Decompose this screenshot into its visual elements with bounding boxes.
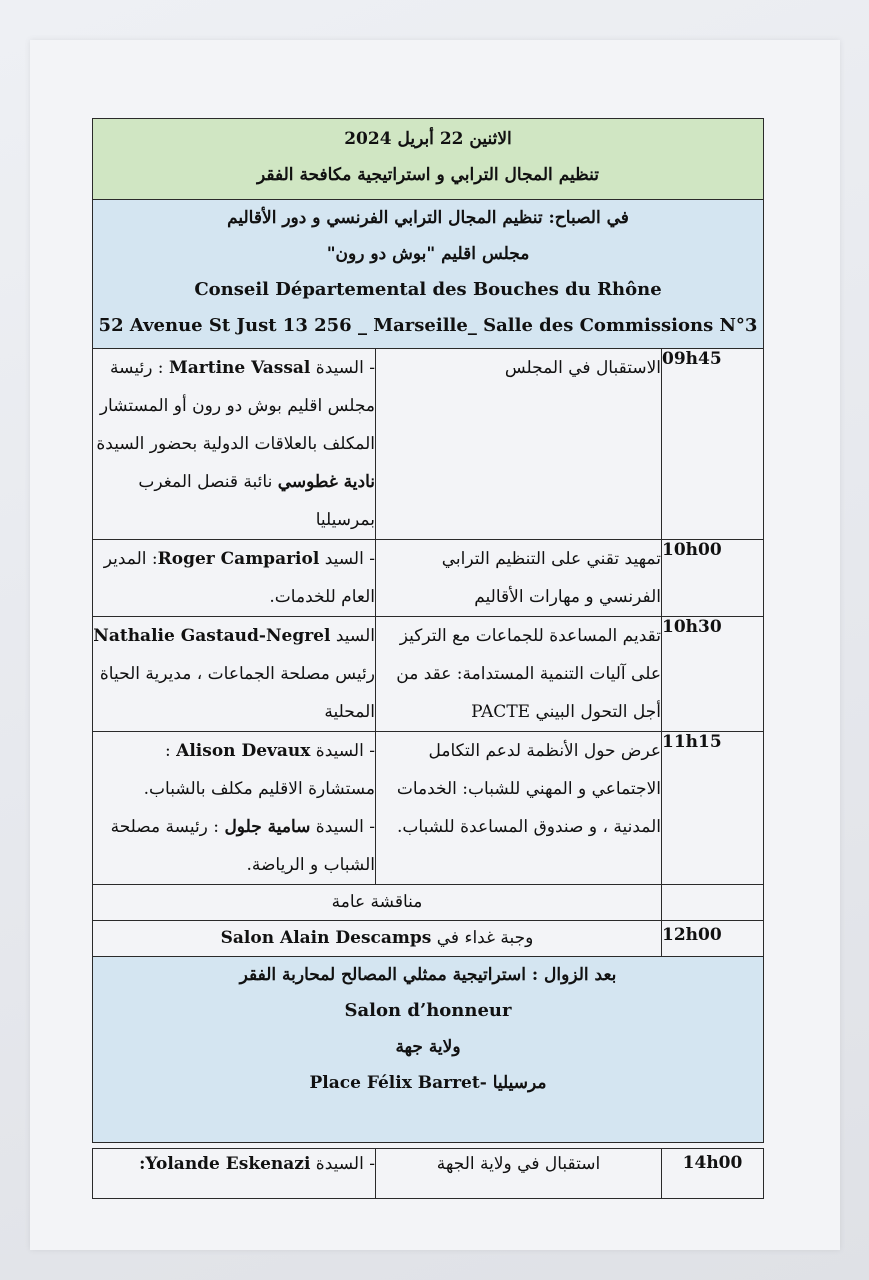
afternoon-title: بعد الزوال : استراتيجية ممثلي المصالح لمحاربة الفقر	[239, 965, 617, 985]
afternoon-place: Place Félix Barret	[309, 1073, 480, 1093]
day-header	[93, 119, 764, 200]
time-cell: 14h00	[662, 1149, 764, 1199]
speaker-title: السيد	[330, 626, 375, 646]
afternoon-header	[93, 957, 764, 1143]
theme-label: تنظيم المجال الترابي و استراتيجية مكافحة الفقر	[257, 165, 599, 185]
agenda-table	[92, 118, 764, 1199]
time-cell: 10h00	[662, 540, 764, 617]
speaker-entry-2	[93, 808, 375, 884]
speaker-cell	[93, 617, 376, 732]
lunch-row	[93, 921, 764, 957]
morning-row	[93, 200, 764, 349]
time-cell: 10h30	[662, 617, 764, 732]
morning-venue-ar: مجلس اقليم "بوش دو رون"	[326, 244, 530, 264]
discussion-row	[93, 885, 764, 921]
time-cell: 09h45	[662, 349, 764, 540]
time-cell: 12h00	[662, 921, 764, 957]
speaker-title: - السيدة	[310, 1154, 375, 1174]
speaker-title: - السيدة	[310, 741, 375, 761]
time-cell: 11h15	[662, 732, 764, 885]
morning-venue-fr: Conseil Départemental des Bouches du Rhône	[194, 279, 662, 300]
header-row	[93, 119, 764, 200]
afternoon-salon: Salon d’honneur	[344, 1000, 512, 1021]
lunch-place: Salon Alain Descamps	[220, 928, 432, 948]
session-cell: استقبال في ولاية الجهة	[376, 1149, 662, 1199]
table-row	[93, 349, 764, 540]
speaker-cell	[93, 1149, 376, 1199]
speaker-title-2: - السيدة	[310, 817, 375, 837]
table-row	[93, 1149, 764, 1199]
speaker-title: - السيدة	[310, 358, 375, 378]
speaker-entry	[93, 732, 375, 808]
session-cell: عرض حول الأنظمة لدعم التكامل الاجتماعي و المهني للشباب: الخدمات المدنية ، و صندوق المساعدة للشباب.	[376, 732, 662, 885]
speaker-cell	[93, 732, 376, 885]
speaker-colon: :	[139, 1154, 146, 1174]
afternoon-venue-ar: ولاية جهة	[395, 1037, 461, 1057]
speaker-title: - السيد	[319, 549, 375, 569]
speaker-name: Nathalie Gastaud-Negrel	[93, 626, 331, 646]
speaker-name: Alison Devaux	[176, 741, 311, 761]
morning-title: في الصباح: تنظيم المجال الترابي الفرنسي و دور الأقاليم	[227, 208, 629, 228]
speaker-role: : المدير العام للخدمات.	[103, 549, 375, 607]
speaker-role-2: نائبة قنصل المغرب بمرسيليا	[138, 472, 375, 530]
morning-header	[93, 200, 764, 349]
speaker-name: Martine Vassal	[168, 358, 311, 378]
afternoon-city: مرسيليا	[492, 1073, 547, 1093]
lunch-cell	[93, 921, 662, 957]
speaker-name-2: سامية جلول	[224, 817, 311, 837]
discussion-cell: مناقشة عامة	[93, 885, 662, 921]
speaker-role: : مستشارة الاقليم مكلف بالشباب.	[143, 741, 375, 799]
table-row	[93, 732, 764, 885]
afternoon-place-line: مرسيليا -Place Félix Barret	[309, 1073, 547, 1093]
empty-time-cell	[662, 885, 764, 921]
date-label: الاثنين 22 أبريل 2024	[344, 129, 512, 149]
morning-address: 52 Avenue St Just 13 256 _ Marseille_ Salle des Commissions N°3	[98, 315, 758, 336]
speaker-role: : رئيسة مجلس اقليم بوش دو رون أو المستشار المكلف بالعلاقات الدولية بحضور السيدة	[96, 358, 375, 454]
speaker-name: Roger Campariol	[157, 549, 320, 569]
session-cell: تمهيد تقني على التنظيم الترابي الفرنسي و مهارات الأقاليم	[376, 540, 662, 617]
session-cell: تقديم المساعدة للجماعات مع التركيز على آليات التنمية المستدامة: عقد من أجل التحول البيني PACTE	[376, 617, 662, 732]
speaker-role: رئيس مصلحة الجماعات ، مديرية الحياة المحلية	[99, 664, 375, 722]
table-row	[93, 617, 764, 732]
speaker-name: Yolande Eskenazi	[145, 1154, 311, 1174]
afternoon-row	[93, 957, 764, 1143]
speaker-role-2: : رئيسة مصلحة الشباب و الرياضة.	[110, 817, 375, 875]
speaker-cell	[93, 349, 376, 540]
speaker-name-2: نادية غطوسي	[277, 472, 375, 492]
speaker-cell	[93, 540, 376, 617]
session-cell: الاستقبال في المجلس	[376, 349, 662, 540]
lunch-label: وجبة غداء في	[431, 928, 534, 948]
table-row	[93, 540, 764, 617]
